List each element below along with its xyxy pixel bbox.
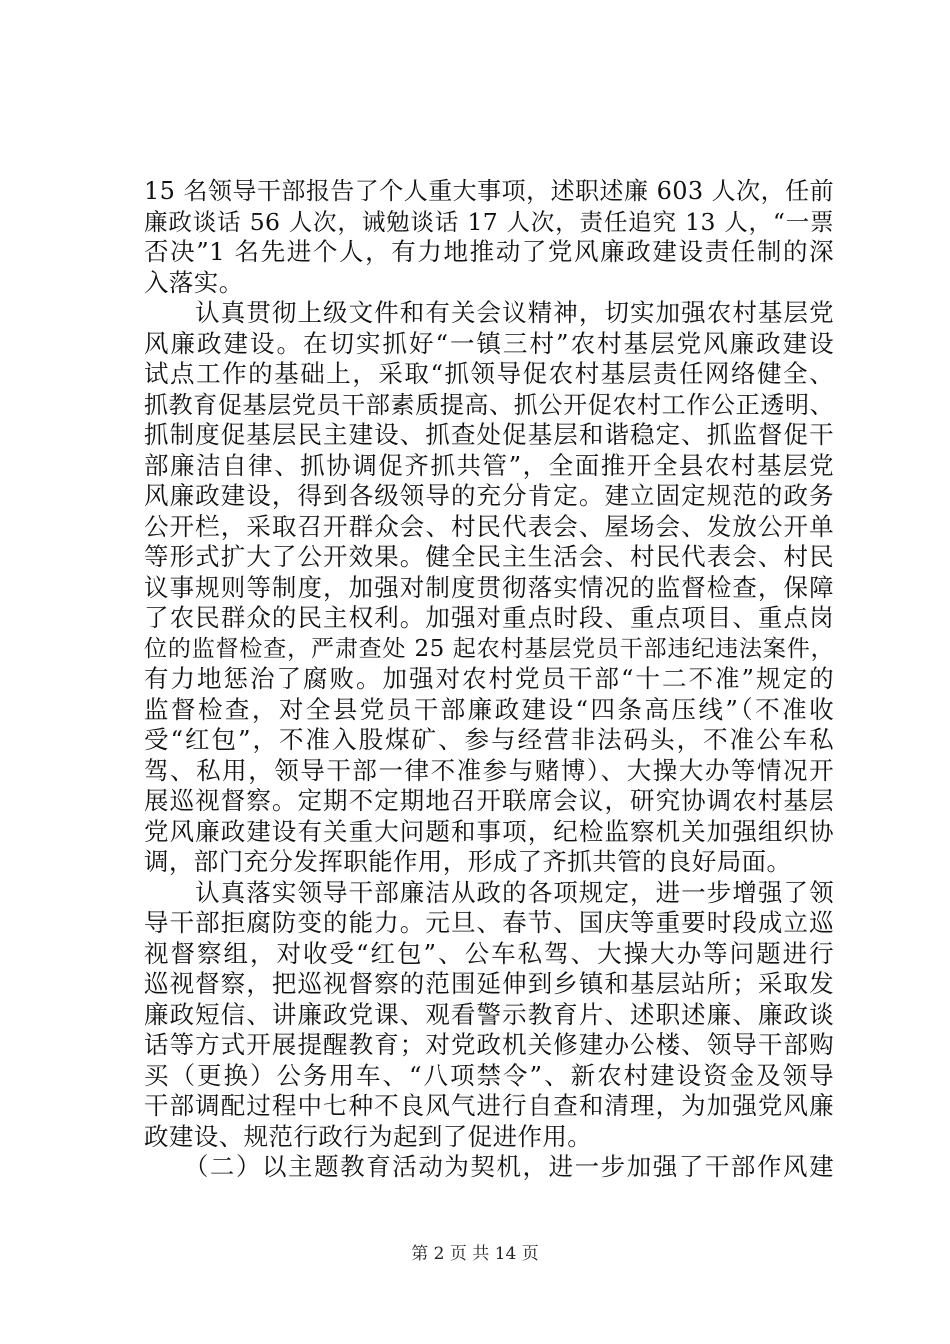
text-line: 有力地惩治了腐败。加强对农村党员干部“十二不准”规定的 — [144, 664, 834, 693]
text-line: 否决”1 名先进个人，有力地推动了党风廉政建设责任制的深 — [144, 237, 834, 266]
text-line: 视督察组，对收受“红包”、公车私驾、大操大办等问题进行 — [144, 938, 834, 968]
text-line: 廉政短信、讲廉政党课、观看警示教育片、述职述廉、廉政谈 — [144, 999, 834, 1029]
page-footer: 第 2 页 共 14 页 — [411, 1244, 539, 1264]
text-line: 认真贯彻上级文件和有关会议精神，切实加强农村基层党 — [144, 298, 834, 327]
text-line: 入落实。 — [144, 267, 244, 297]
text-line: 部廉洁自律、抓协调促齐抓共管”，全面推开全县农村基层党 — [144, 450, 834, 480]
text-line: 展巡视督察。定期不定期地召开联席会议，研究协调农村基层 — [144, 786, 834, 815]
text-line: 风廉政建设。在切实抓好“一镇三村”农村基层党风廉政建设 — [144, 328, 834, 358]
text-line: 驾、私用，领导干部一律不准参与赌博）、大操大办等情况开 — [144, 755, 834, 785]
text-line: 廉政谈话 56 人次，诫勉谈话 17 人次，责任追究 13 人，“一票 — [144, 207, 834, 236]
text-line: 抓制度促基层民主建设、抓查处促基层和谐稳定、抓监督促干 — [144, 420, 834, 449]
text-line: 话等方式开展提醒教育；对党政机关修建办公楼、领导干部购 — [144, 1030, 834, 1059]
text-line: （二）以主题教育活动为契机，进一步加强了干部作风建 — [144, 1152, 834, 1181]
text-line: 风廉政建设，得到各级领导的充分肯定。建立固定规范的政务 — [144, 481, 834, 510]
text-line: 认真落实领导干部廉洁从政的各项规定，进一步增强了领 — [144, 877, 834, 907]
text-line: 公开栏，采取召开群众会、村民代表会、屋场会、发放公开单 — [144, 511, 834, 541]
text-line: 干部调配过程中七种不良风气进行自查和清理，为加强党风廉 — [144, 1091, 834, 1120]
text-line: 试点工作的基础上，采取“抓领导促农村基层责任网络健全、 — [144, 359, 834, 388]
text-line: 党风廉政建设有关重大问题和事项，纪检监察机关加强组织协 — [144, 816, 834, 846]
text-line: 等形式扩大了公开效果。健全民主生活会、村民代表会、村民 — [144, 542, 834, 571]
text-line: 调，部门充分发挥职能作用，形成了齐抓共管的良好局面。 — [144, 847, 792, 876]
text-line: 位的监督检查，严肃查处 25 起农村基层党员干部违纪违法案件， — [144, 635, 834, 662]
text-line: 导干部拒腐防变的能力。元旦、春节、国庆等重要时段成立巡 — [144, 908, 834, 937]
text-line: 买（更换）公务用车、“八项禁令”、新农村建设资金及领导 — [144, 1060, 834, 1090]
text-line: 受“红包”，不准入股煤矿、参与经营非法码头，不准公车私 — [144, 725, 834, 754]
text-line: 政建设、规范行政行为起到了促进作用。 — [144, 1121, 593, 1151]
text-line: 巡视督察，把巡视督察的范围延伸到乡镇和基层站所；采取发 — [144, 969, 834, 998]
text-line: 议事规则等制度，加强对制度贯彻落实情况的监督检查，保障 — [144, 572, 834, 602]
text-line: 监督检查，对全县党员干部廉政建设“四条高压线”（不准收 — [144, 694, 834, 724]
text-line: 抓教育促基层党员干部素质提高、抓公开促农村工作公正透明、 — [144, 390, 834, 419]
text-line: 15 名领导干部报告了个人重大事项，述职述廉 603 人次，任前 — [144, 177, 834, 205]
body-text — [144, 176, 834, 1183]
text-line: 了农民群众的民主权利。加强对重点时段、重点项目、重点岗 — [144, 603, 834, 632]
